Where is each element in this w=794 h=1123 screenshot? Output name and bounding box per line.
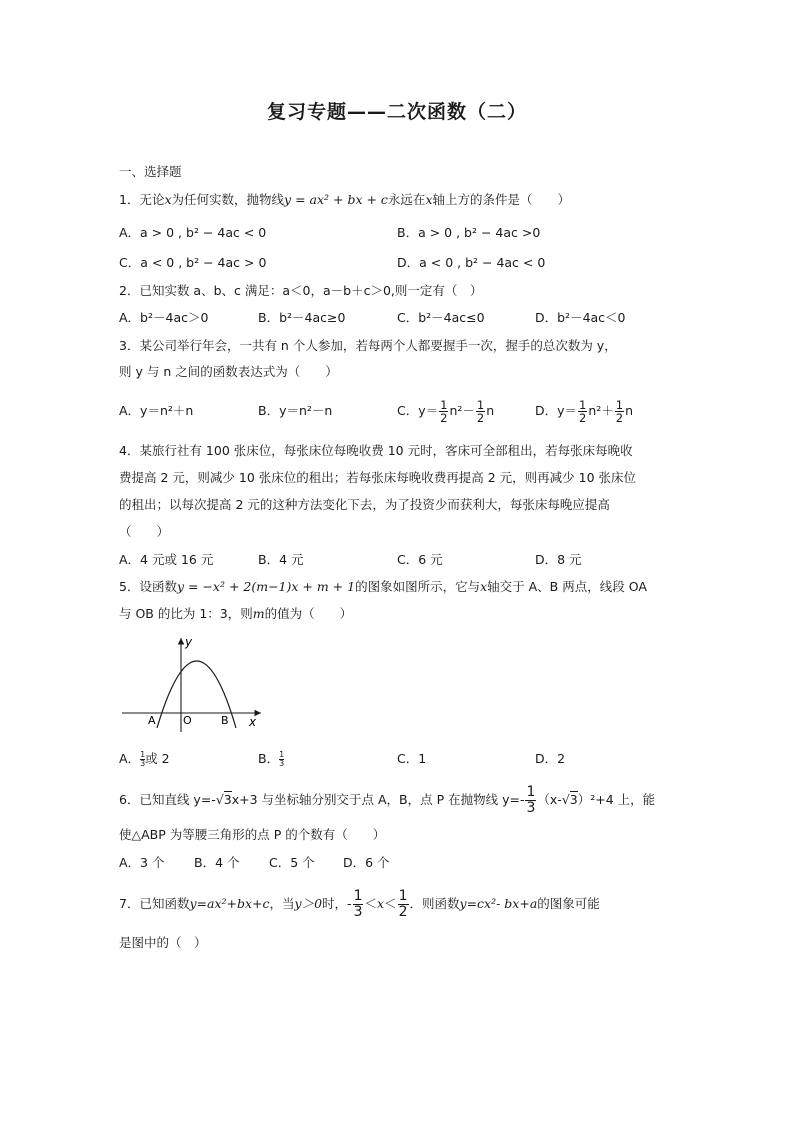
q3-option-b: B．y＝n²－n xyxy=(258,403,333,418)
q2-option-d: D．b²－4ac＜0 xyxy=(535,310,626,325)
q7-fraction-1: $\frac{1}{3}$ xyxy=(353,888,363,920)
q5-y-label: y xyxy=(185,635,193,649)
question-3-line-2: 则 y 与 n 之间的函数表达式为（ ） xyxy=(119,364,338,379)
q5-b-frac: $\frac{1}{3}$ xyxy=(279,750,285,768)
q5-text-1: 5．设函数 xyxy=(119,579,177,594)
section-heading: 一、选择题 xyxy=(119,164,182,179)
q3-option-a: A．y＝n²＋n xyxy=(119,403,194,418)
q6-sqrt-1: √3 xyxy=(215,792,232,807)
q1-formula: y = ax² + bx + c xyxy=(284,192,388,207)
q7-formula-2: y=cx²- bx+a xyxy=(459,896,538,911)
question-6-line-2: 使△ABP 为等腰三角形的点 P 的个数有（ ） xyxy=(119,827,386,842)
q5-option-c: C．1 xyxy=(397,751,427,766)
q5-a-post: 或 2 xyxy=(145,751,170,766)
q5-parabola-graph xyxy=(119,632,279,737)
q5-text-5: 的值为（ ） xyxy=(264,606,353,621)
q7-text-1: 7．已知函数 xyxy=(119,896,190,911)
q2-option-c: C．b²－4ac≤0 xyxy=(397,310,485,325)
q3-c-post: n xyxy=(486,403,495,418)
q5-option-d: D．2 xyxy=(535,751,566,766)
q1-text-4: 轴上方的条件是（ ） xyxy=(432,192,571,207)
question-4-line-2: 费提高 2 元，则减少 10 张床位的租出；若每张床每晚收费再提高 2 元，则再减少 10 张床位 xyxy=(119,470,637,485)
q1-option-a: A．a > 0 , b² − 4ac < 0 xyxy=(119,225,267,240)
q2-option-a: A．b²－4ac＞0 xyxy=(119,310,209,325)
q7-formula-1: y=ax²+bx+c xyxy=(189,896,270,911)
q7-lt-2: ＜ xyxy=(384,896,397,911)
q1-option-d: D．a < 0 , b² − 4ac < 0 xyxy=(397,255,546,270)
q5-a-frac: $\frac{1}{3}$ xyxy=(140,750,146,768)
q1-var-x: x xyxy=(164,192,172,207)
q5-option-a xyxy=(119,750,170,768)
q7-var-x: x xyxy=(377,896,385,911)
page-title: 复习专题——二次函数（二） xyxy=(266,101,527,123)
q6-option-d: D．6 个 xyxy=(343,855,390,870)
q5-text-3: 轴交于 A、B 两点，线段 OA xyxy=(487,579,647,594)
question-4-line-3: 的租出；以每次提高 2 元的这种方法变化下去，为了投资少而获利大，每张床每晚应提高 xyxy=(119,497,610,512)
q5-var-m: m xyxy=(252,606,265,621)
q1-text-3: 永远在 xyxy=(387,192,426,207)
q3-c-mid: n²－ xyxy=(449,403,475,418)
q6-option-c: C．5 个 xyxy=(269,855,315,870)
question-3-line-1: 3．某公司举行年会，一共有 n 个人参加，若每两个人都要握手一次，握手的总次数为 y， xyxy=(119,338,617,353)
q1-text-2: 为任何实数，抛物线 xyxy=(171,192,285,207)
q6-text-1: 6．已知直线 y=- xyxy=(119,792,216,807)
q5-b-pre: B． xyxy=(258,751,280,766)
q6-option-b: B．4 个 xyxy=(194,855,240,870)
q7-fraction-2: $\frac{1}{2}$ xyxy=(398,888,408,920)
q5-text-4: 与 OB 的比为 1：3，则 xyxy=(119,606,253,621)
q1-option-c: C．a < 0 , b² − 4ac > 0 xyxy=(119,255,267,270)
q3-d-mid: n²＋ xyxy=(588,403,614,418)
q7-lt-1: ＜ xyxy=(364,896,377,911)
question-4-line-1: 4．某旅行社有 100 张床位，每张床位每晚收费 10 元时，客床可全部租出，若每张床每晚收 xyxy=(119,443,633,458)
q4-option-c: C．6 元 xyxy=(397,552,443,567)
q4-option-a: A．4 元或 16 元 xyxy=(119,552,214,567)
question-5-line-1 xyxy=(119,578,647,596)
q3-option-c xyxy=(397,392,494,430)
question-6-line-1 xyxy=(119,781,655,819)
q4-option-b: B．4 元 xyxy=(258,552,304,567)
q1-text-1: 1．无论 xyxy=(119,192,165,207)
q6-fraction: $\frac{1}{3}$ xyxy=(526,784,536,816)
q6-text-4: ）²+4 上，能 xyxy=(577,792,656,807)
q7-text-3: 时，- xyxy=(322,896,352,911)
q3-option-d xyxy=(535,392,633,430)
q5-var-x: x xyxy=(480,579,488,594)
q3-c-pre: C．y＝ xyxy=(397,403,439,418)
question-7-line-2: 是图中的（ ） xyxy=(119,935,207,950)
q2-option-b: B．b²－4ac≥0 xyxy=(258,310,346,325)
q5-formula: y = −x² + 2(m−1)x + m + 1 xyxy=(176,579,356,594)
q6-option-a: A．3 个 xyxy=(119,855,165,870)
q3-c-frac-2: $\frac{1}{2}$ xyxy=(476,398,485,425)
q3-d-post: n xyxy=(625,403,634,418)
q7-condition: y＞0 xyxy=(294,896,323,911)
q6-text-2: x+3 与坐标轴分别交于点 A，B，点 P 在抛物线 y=- xyxy=(231,792,525,807)
q5-point-a-label: A xyxy=(148,714,156,727)
q5-text-2: 的图象如图所示，它与 xyxy=(355,579,481,594)
q5-a-pre: A． xyxy=(119,751,141,766)
q1-option-b: B．a > 0 , b² − 4ac >0 xyxy=(397,225,541,240)
q6-sqrt-2: √3 xyxy=(561,792,578,807)
q5-point-b-label: B xyxy=(221,714,229,727)
q3-d-frac-1: $\frac{1}{2}$ xyxy=(579,398,587,425)
q3-d-pre: D．y＝ xyxy=(535,403,578,418)
q7-text-5: 的图象可能 xyxy=(537,896,600,911)
question-7-line-1 xyxy=(119,884,600,924)
question-4-line-4: （ ） xyxy=(119,524,170,539)
question-2-stem: 2．已知实数 a、b、c 满足：a＜0，a－b＋c＞0,则一定有（ ） xyxy=(119,283,483,298)
question-1-stem xyxy=(119,191,570,209)
q5-x-label: x xyxy=(249,715,257,729)
q5-option-b xyxy=(258,750,284,768)
q7-text-4: ．则函数 xyxy=(409,896,460,911)
q3-c-frac-1: $\frac{1}{2}$ xyxy=(440,398,448,425)
q3-d-frac-2: $\frac{1}{2}$ xyxy=(615,398,624,425)
q6-text-3: （x- xyxy=(537,792,562,807)
question-5-line-2 xyxy=(119,605,352,623)
q1-var-x2: x xyxy=(425,192,433,207)
q5-origin-label: O xyxy=(183,714,192,727)
q4-option-d: D．8 元 xyxy=(535,552,582,567)
q7-text-2: ，当 xyxy=(269,896,295,911)
